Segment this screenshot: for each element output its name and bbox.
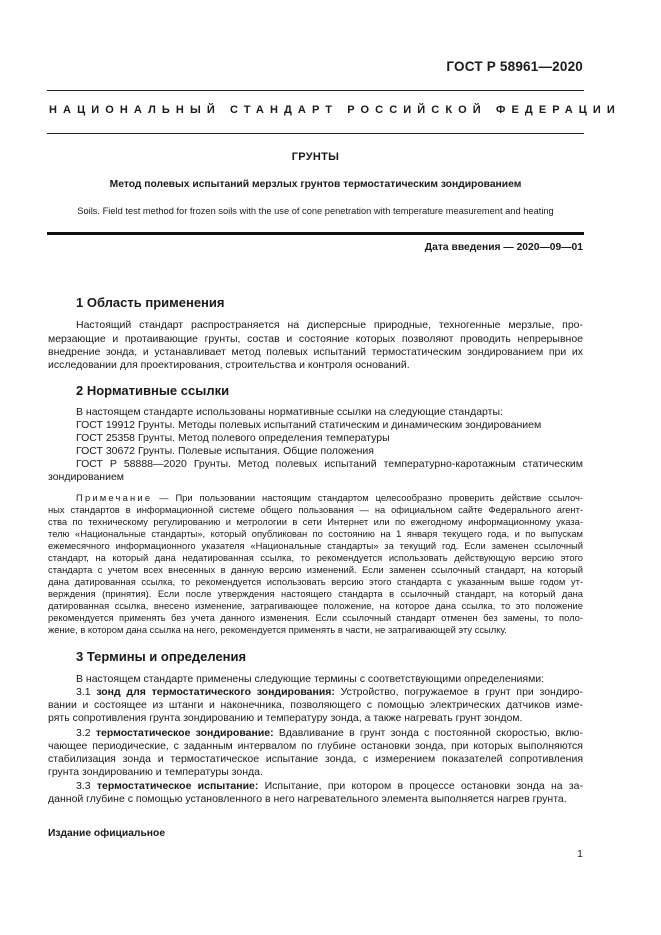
term-3-1-line: 3.1 зонд для термостатического зондирования: Устройство, погружаемое в грунт при зондиро-: [76, 686, 583, 698]
note-line: Примечание — При пользовании настоящим стандартом целесообразно проверить действие ссылоч-: [76, 492, 583, 503]
title-rule: [47, 232, 584, 235]
introduction-date: Дата введения — 2020—09—01: [424, 242, 583, 253]
section-1-line: мерзающие и протаивающие грунты, состав и состояние которых позволяют проводить непрерывное: [48, 333, 583, 345]
term-3-2-line: стабилизация зонда и термостатическое испытание зонда, с измерением показателей сопротивления: [48, 753, 583, 765]
section-1-heading: 1 Область применения: [76, 295, 225, 310]
document-number: ГОСТ Р 58961—2020: [446, 59, 583, 74]
term-3-3-line: данной глубине с помощью установленного в него нагревательного элемента выполняется нагрев грунта.: [48, 793, 567, 805]
header-rule-top: [47, 90, 584, 91]
normative-reference: ГОСТ Р 58888—2020 Грунты. Метод полевых испытаний температурно-каротажным статическим: [76, 458, 583, 470]
note-line: верждения (принятия). Если после утверждения настоящего стандарта в ссылочный стандарт, на который дана: [48, 588, 583, 599]
note-line: датированная ссылка, внесено изменение, затрагивающее положение, на которое дана ссылка, то это положение: [48, 600, 583, 611]
section-3-intro: В настоящем стандарте применены следующие термины с соответствующими определениями:: [76, 673, 545, 685]
section-2-heading: 2 Нормативные ссылки: [76, 383, 230, 398]
standard-title: ГРУНТЫ: [291, 151, 340, 163]
section-2-line: В настоящем стандарте использованы нормативные ссылки на следующие стандарты:: [76, 406, 503, 418]
term-3-3-line: 3.3 термостатическое испытание: Испытание, при котором в процессе остановки зонда на за-: [76, 780, 584, 792]
section-1-line: внедрение зонда, и устанавливает метод полевых испытаний термостатическим зондированием при их: [48, 346, 583, 358]
normative-reference: ГОСТ 30672 Грунты. Полевые испытания. Общие положения: [76, 445, 374, 457]
term-3-2-line: грунта зондированию и температуры зонда.: [48, 766, 263, 778]
official-edition-label: Издание официальное: [48, 828, 166, 839]
header-rule-bottom: [47, 133, 584, 134]
normative-reference: ГОСТ 25358 Грунты. Метод полевого определения температуры: [76, 432, 390, 444]
national-standard-banner: НАЦИОНАЛЬНЫЙ СТАНДАРТ РОССИЙСКОЙ ФЕДЕРАЦИИ: [49, 104, 621, 116]
standard-subtitle-en: Soils. Field test method for frozen soils with the use of cone penetration with temperature measurement and heating: [77, 206, 554, 216]
term-3-2-line: чающее периодические, с заданным интервалом по глубине остановки зонда, при которых выполняются: [48, 740, 583, 752]
term-3-2-line: 3.2 термостатическое зондирование: Вдавливание в грунт зонда с постоянной скоростью, вклю-: [76, 727, 583, 739]
note-line: рекомендуется применять без учета данного изменения. Если ссылочный стандарт отменен без замены, то поло-: [48, 612, 583, 623]
note-line: ства по техническому регулированию и метрологии в сети Интернет или по ежегодному информационному указа-: [48, 516, 583, 527]
section-1-line: исследовании для проектирования, строительства и контроля оснований.: [48, 359, 410, 371]
section-3-heading: 3 Термины и определения: [76, 649, 247, 664]
normative-reference: зондированием: [48, 471, 125, 483]
note-line: ных стандартов в информационной системе общего пользования — на официальном сайте Федерального агент-: [48, 504, 583, 515]
page-number: 1: [577, 848, 583, 860]
standard-subtitle-ru: Метод полевых испытаний мерзлых грунтов термостатическим зондированием: [109, 179, 522, 190]
term-3-1-name: зонд для термостатического зондирования:: [96, 686, 335, 698]
term-3-3-name: термостатическое испытание:: [96, 780, 259, 792]
term-3-2-name: термостатическое зондирование:: [95, 727, 274, 739]
note-line: дана датированная ссылка, то рекомендуется использовать версию этого стандарта с указанным выше годом ут-: [48, 576, 583, 587]
note-line: стандарта с учетом всех внесенных в данную версию изменений. Если заменен ссылочный стандарт, на который: [48, 564, 583, 575]
normative-reference: ГОСТ 19912 Грунты. Методы полевых испытаний статическим и динамическим зондированием: [76, 419, 542, 431]
term-3-1-line: вании и состоящее из штанги и наконечника, позволяющего с помощью электрических датчиков изме-: [48, 699, 583, 711]
note-line: телю «Национальные стандарты», который опубликован по состоянию на 1 января текущего года, и по выпускам: [48, 528, 583, 539]
note-label: Примечание: [76, 492, 153, 503]
note-line: стандарт, на который дана недатированная ссылка, то рекомендуется использовать действующую версию этого: [48, 552, 583, 563]
note-line: ежемесячного информационного указателя «Национальные стандарты» за текущий год. Если заменен ссылочный: [48, 540, 583, 551]
note-line: жение, в котором дана ссылка на него, рекомендуется применять в части, не затрагивающей эту ссылку.: [48, 624, 507, 635]
term-3-1-line: рять сопротивления грунта зондированию и температуру зонда, а также нагревать грунт зондом.: [48, 712, 523, 724]
section-1-line: Настоящий стандарт распространяется на дисперсные природные, техногенные мерзлые, про-: [76, 319, 583, 331]
